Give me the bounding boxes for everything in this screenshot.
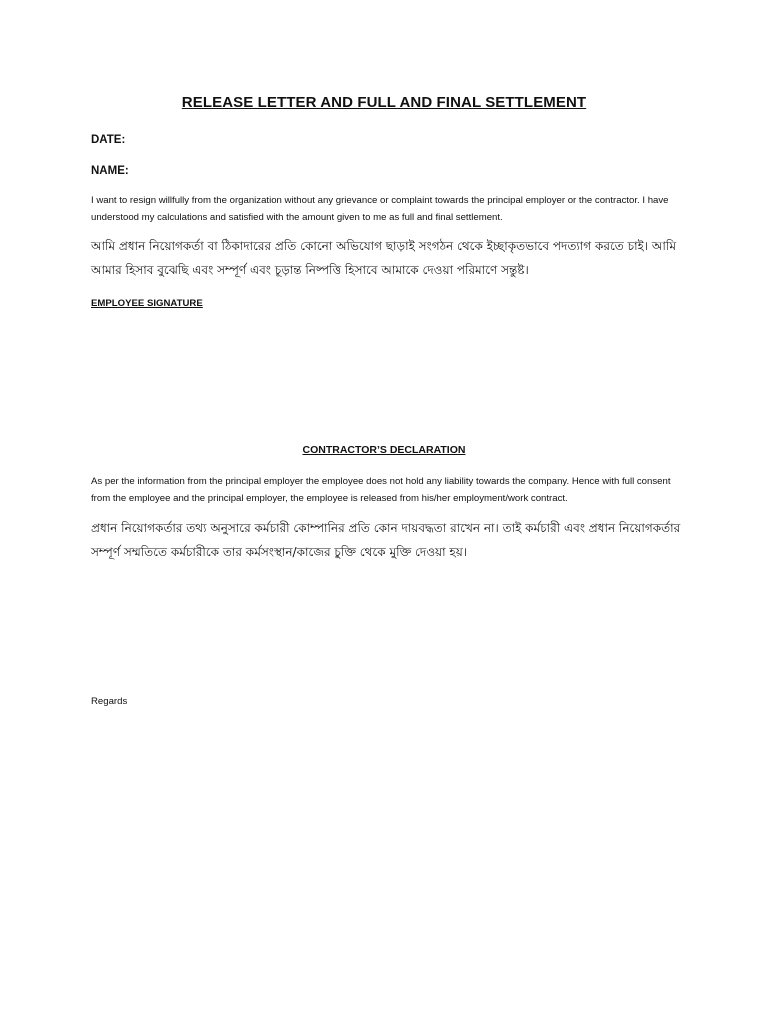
employee-signature-label: EMPLOYEE SIGNATURE <box>91 298 203 309</box>
document-title: RELEASE LETTER AND FULL AND FINAL SETTLEMENT <box>181 94 587 111</box>
regards-closing: Regards <box>91 696 128 707</box>
date-label: DATE: <box>91 134 126 146</box>
contractor-declaration-english: As per the information from the principal employer the employee does not hold any liability towards the company. Hence with full consent from the employee and the principal employer, the employee is released from his/her employment/work contract. <box>91 476 671 504</box>
resignation-statement-bangla: আমি প্রধান নিয়োগকর্তা বা ঠিকাদারের প্রতি কোনো অভিযোগ ছাড়াই সংগঠন থেকে ইচ্ছাকৃতভাবে পদত্যাগ করতে চাই। আমি আমার হিসাব বুঝেছি এবং সম্পূর্ণ এবং চূড়ান্ত নিষ্পত্তি হিসাবে আমাকে দেওয়া পরিমাণে সন্তুষ্ট। <box>91 239 677 277</box>
contractor-declaration-heading: CONTRACTOR’S DECLARATION <box>302 444 466 456</box>
resignation-statement-english: I want to resign willfully from the organization without any grievance or complaint towards the principal employer or the contractor. I have understood my calculations and satisfied with the amount given to me as full and final settlement. <box>91 195 669 223</box>
contractor-declaration-bangla: প্রধান নিয়োগকর্তার তথ্য অনুসারে কর্মচারী কোম্পানির প্রতি কোন দায়বদ্ধতা রাখেন না। তাই কর্মচারী এবং প্রধান নিয়োগকর্তার সম্পূর্ণ সম্মতিতে কর্মচারীকে তার কর্মসংস্থান/কাজের চুক্তি থেকে মুক্তি দেওয়া হয়। <box>91 521 681 559</box>
name-label: NAME: <box>91 165 129 177</box>
